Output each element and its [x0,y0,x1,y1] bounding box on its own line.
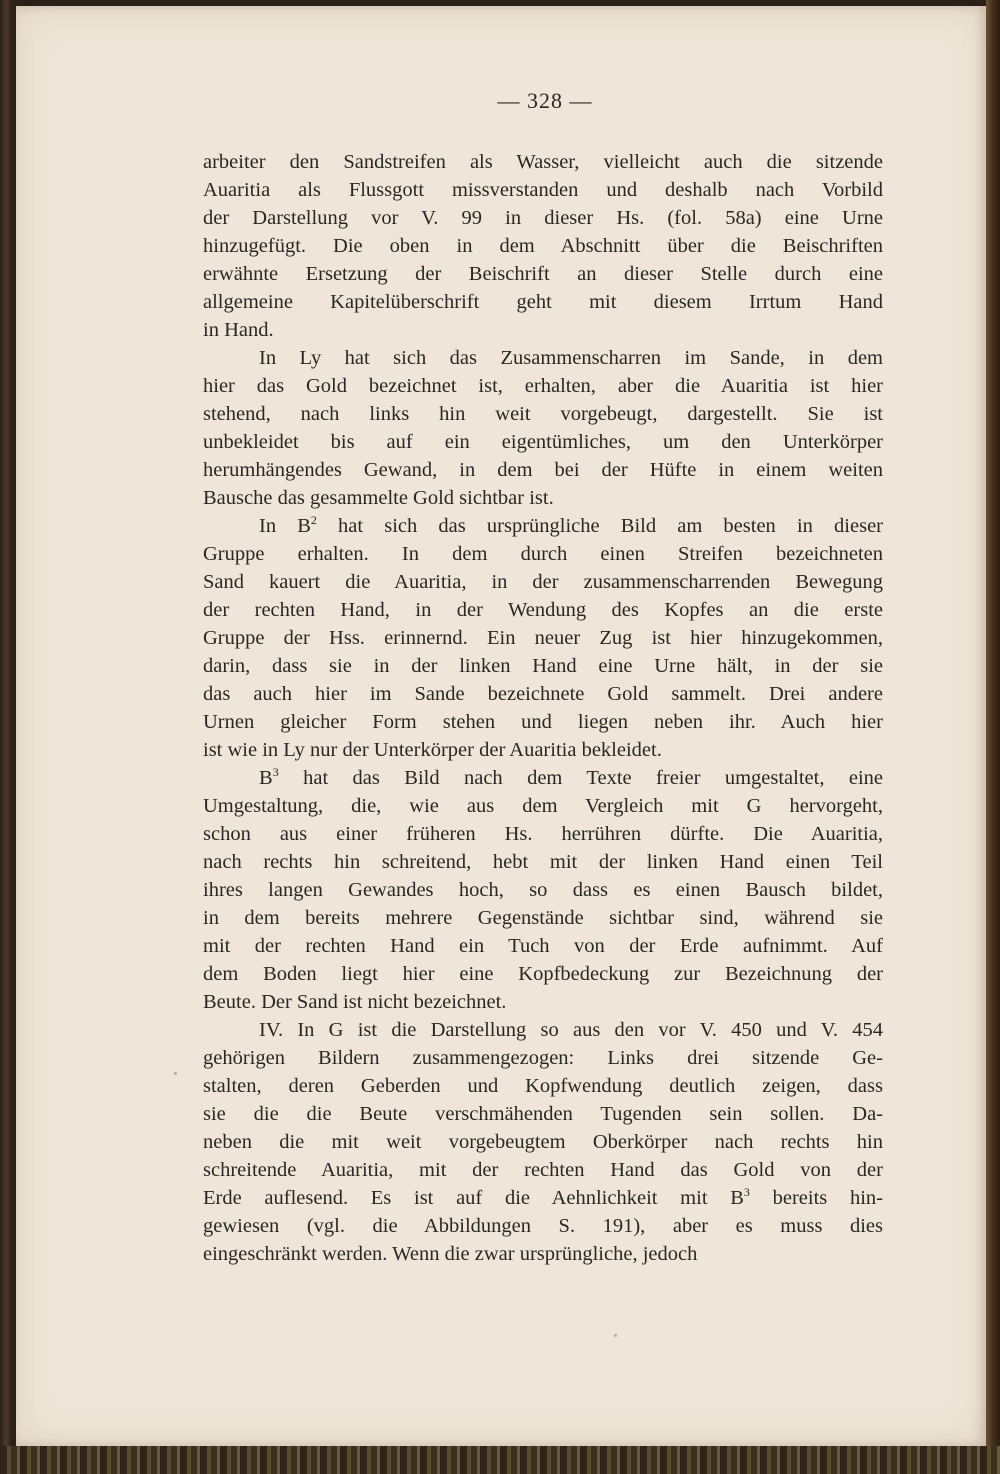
superscript: 2 [310,513,317,527]
body-text [203,148,883,1268]
text-line: stalten, deren Geberden und Kopfwendung deutlich zeigen, dass [203,1075,883,1097]
text-line: Erde auflesend. Es ist auf die Aehnlichkeit mit $B^3$ bereits hin- [203,1185,883,1209]
text-line: Umgestaltung, die, wie aus dem Vergleich mit G hervorgeht, [203,795,883,817]
text-line: allgemeine Kapitelüberschrift geht mit diesem Irrtum Hand [203,291,883,313]
text-line: hier das Gold bezeichnet ist, erhalten, aber die Auaritia ist hier [203,375,883,397]
text-line: hinzugefügt. Die oben in dem Abschnitt über die Beischriften [203,235,883,257]
text-line: Gruppe erhalten. In dem durch einen Streifen bezeichneten [203,543,883,565]
text-fragment: hat das Bild nach dem Texte freier umgestaltet, eine [278,767,883,789]
text-line: Bausche das gesammelte Gold sichtbar ist. [203,487,554,509]
superscript: 3 [272,765,279,779]
text-line: ihres langen Gewandes hoch, so dass es einen Bausch bildet, [203,879,883,901]
book-edge-bottom [0,1446,1000,1474]
text-fragment: In B [259,515,311,537]
text-line: unbekleidet bis auf ein eigentümliches, um den Unterkörper [203,431,883,453]
text-line: nach rechts hin schreitend, hebt mit der linken Hand einen Teil [203,851,883,873]
text-line: der Darstellung vor V. 99 in dieser Hs. (fol. 58a) eine Urne [203,207,883,229]
superscript: 3 [743,1185,750,1199]
text-line: Sand kauert die Auaritia, in der zusammenscharrenden Bewegung [203,571,883,593]
text-line: gewiesen (vgl. die Abbildungen S. 191), aber es muss dies [203,1215,883,1237]
text-line: darin, dass sie in der linken Hand eine Urne hält, in der sie [203,655,883,677]
text-line: in dem bereits mehrere Gegenstände sichtbar sind, während sie [203,907,883,929]
text-line: in Hand. [203,319,274,341]
text-fragment: bereits hin- [749,1187,883,1209]
text-line: Beute. Der Sand ist nicht bezeichnet. [203,991,507,1013]
paper-speck [614,1334,617,1337]
text-fragment: B [259,767,273,789]
text-line: Urnen gleicher Form stehen und liegen neben ihr. Auch hier [203,711,883,733]
text-line: erwähnte Ersetzung der Beischrift an dieser Stelle durch eine [203,263,883,285]
text-line: neben die mit weit vorgebeugtem Oberkörper nach rechts hin [203,1131,883,1153]
text-line: arbeiter den Sandstreifen als Wasser, vielleicht auch die sitzende [203,151,883,173]
text-line: eingeschränkt werden. Wenn die zwar ursprüngliche, jedoch [203,1243,698,1265]
text-line: schon aus einer früheren Hs. herrühren dürfte. Die Auaritia, [203,823,883,845]
text-fragment: hat sich das ursprüngliche Bild am besten in dieser [316,515,883,537]
text-line: herumhängendes Gewand, in dem bei der Hüfte in einem weiten [203,459,883,481]
page-number: — 328 — [497,88,593,113]
text-line: ist wie in Ly nur der Unterkörper der Auaritia bekleidet. [203,739,662,761]
text-line: das auch hier im Sande bezeichnete Gold sammelt. Drei andere [203,683,883,705]
text-line: mit der rechten Hand ein Tuch von der Erde aufnimmt. Auf [203,935,883,957]
book-edge-right [986,0,1000,1474]
text-line: stehend, nach links hin weit vorgebeugt, dargestellt. Sie ist [203,403,883,425]
text-line: Auaritia als Flussgott missverstanden und deshalb nach Vorbild [203,179,883,201]
text-line: In Ly hat sich das Zusammenscharren im Sande, in dem [259,347,883,369]
text-line: gehörigen Bildern zusammengezogen: Links drei sitzende Ge- [203,1047,883,1069]
text-line: sie die die Beute verschmähenden Tugenden sein sollen. Da- [203,1103,883,1125]
text-line: schreitende Auaritia, mit der rechten Hand das Gold von der [203,1159,883,1181]
text-line: der rechten Hand, in der Wendung des Kopfes an die erste [203,599,883,621]
paper-speck [174,1072,177,1075]
text-line: dem Boden liegt hier eine Kopfbedeckung zur Bezeichnung der [203,963,883,985]
text-line [203,764,883,792]
text-line [203,512,883,540]
text-line: IV. In G ist die Darstellung so aus den vor V. 450 und V. 454 [259,1019,883,1041]
text-line: Gruppe der Hss. erinnernd. Ein neuer Zug ist hier hinzugekommen, [203,627,883,649]
